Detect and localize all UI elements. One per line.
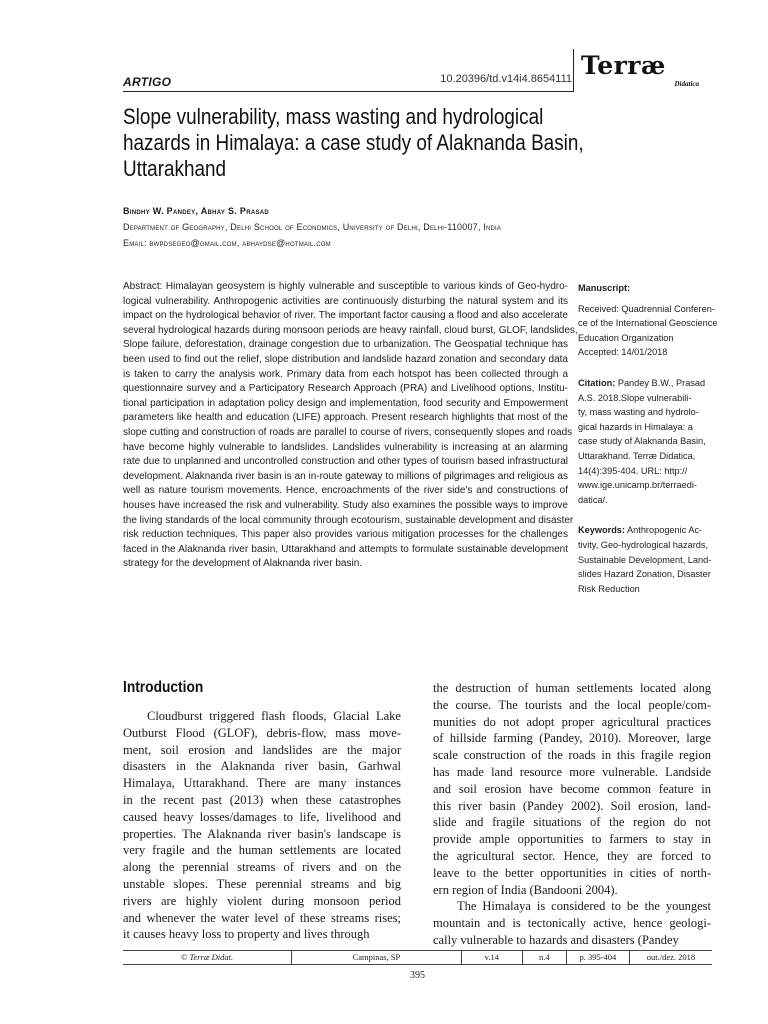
abstract-line: have become highly vulnerable to landslides. Landslides vulnerability is increasing at an alarming [123, 441, 568, 453]
abstract-line: faced in the Alaknanda river basin, Uttarakhand and attempts to formulate sustainable development [123, 543, 568, 555]
paragraph-line: mountain and is tectonically active, hence geologi- [433, 916, 711, 931]
abstract-line: Abstract: Himalayan geosystem is highly vulnerable and susceptible to various kinds of Geo-hydro- [123, 281, 568, 292]
author-emails: Email: bwpdsegeo@gmail.com, abhaydse@hotmail.com [123, 238, 331, 248]
authors: Bindhy W. Pandey, Abhay S. Prasad [123, 206, 270, 216]
citation-line: A.S. 2018.Slope vulnerabili- [578, 392, 692, 403]
manuscript-line: Accepted: 14/01/2018 [578, 347, 668, 358]
paragraph-line: munities do not adopt proper agricultural practices [433, 714, 711, 729]
title-line: Uttarakhand [123, 156, 227, 181]
abstract-line: tional participation in adaptation policy design and implementation, food security and Empowerment [123, 397, 568, 409]
abstract-line: logical vulnerability. Anthropogenic activities are continuously disturbing the natural system and its [123, 295, 568, 307]
affiliation: Department of Geography, Delhi School of Economics, University of Delhi, Delhi-110007, India [123, 222, 502, 232]
citation-text: Pandey B.W., Prasad [615, 377, 706, 388]
paragraph-line: unstable slopes. These perennial streams and big [123, 876, 401, 891]
citation-line: datica/. [578, 494, 608, 505]
keywords-heading: Keywords: [578, 525, 625, 536]
footer-volume: v.14 [461, 951, 522, 965]
journal-logo [581, 53, 713, 93]
paragraph-line: provide ample opportunities to farmers to stay in [433, 832, 711, 847]
footer-table [123, 950, 712, 965]
paragraph-line: along the perennial streams of rivers and on the [123, 860, 401, 875]
manuscript-line: ce of the International Geoscience [578, 318, 718, 329]
paragraph-line: the agricultural sector. Hence, they are forced to [433, 848, 711, 863]
citation-heading: Citation: [578, 377, 616, 388]
keywords-list [578, 538, 713, 596]
manuscript-line: Received: Quadrennial Conferen- [578, 303, 715, 314]
paragraph-line: disasters in the Alaknanda river basin, Garhwal [123, 759, 401, 774]
spacer [578, 507, 713, 523]
journal-logo-subtitle: Didatica [674, 80, 699, 88]
paragraph-line: of hillside farming (Pandey, 2010). Moreover, large [433, 731, 711, 746]
keywords-first-line [578, 523, 713, 538]
abstract-line: development. Alaknanda river basin is an in-route gateway to millions of pilgrimages and religious as [123, 470, 568, 482]
abstract-line: slope cutting and construction of roads are parallel to course of rivers, consequently slopes and roads [123, 426, 573, 438]
citation-line: Uttarakhand. Terræ Didatica, [578, 450, 696, 461]
abstract-line: is taken to carry the analysis work. Primary data from each hotspot has been collected through a [123, 368, 568, 380]
keywords-text: Anthropogenic Ac- [624, 525, 703, 536]
paragraph-line: this river basin (Pandey 2002). Soil erosion, land- [433, 798, 711, 813]
section-label: ARTIGO [123, 75, 172, 89]
abstract-line: strategy for the development of Alaknanda river basin. [123, 558, 363, 570]
paragraph-line: ern region of India (Bandooni 2004). [433, 882, 618, 897]
abstract-line: questionnaire survey and a Participatory Research Approach (PRA) and Livelihood options, Institu- [123, 383, 568, 395]
paragraph-line: Cloudburst triggered flash floods, Glacial Lake [147, 709, 401, 723]
paragraph-line: scale construction of the roads in this fragile region [433, 748, 711, 763]
title-line: Slope vulnerability, mass wasting and hydrological [123, 104, 544, 129]
footer-city: Campinas, SP [292, 951, 462, 965]
article-info-sidebar [578, 281, 718, 596]
abstract-line: rate due to unplanned and uncontrolled construction and other types of tourism based infrastructural [123, 456, 568, 468]
citation-line: ty, mass wasting and hydrolo- [578, 407, 699, 418]
paragraph-line: cally vulnerable to hazards and disasters (Pandey [433, 932, 679, 947]
keywords-line: Risk Reduction [578, 583, 640, 594]
paragraph-line: very fragile and the human settlements are located [123, 843, 401, 858]
paragraph-line: slide and fragile situations of the region do not [433, 815, 711, 830]
citation-line: case study of Alaknanda Basin, [578, 436, 706, 447]
footer-date: out./dez. 2018 [629, 951, 712, 965]
paragraph-line: Himalaya, Uttarakhand. There are many instances [123, 776, 401, 791]
abstract-line: parameters like health and education (LIFE) approach. Present research highlights that most of the [123, 412, 568, 424]
paragraph-line: has made land resource more vulnerable. Landside [433, 764, 711, 779]
introduction-heading: Introduction [123, 679, 204, 696]
manuscript-heading: Manuscript: [578, 283, 631, 293]
paragraph-line: it causes heavy loss to property and lives through [123, 927, 370, 942]
header-rule [123, 91, 574, 92]
keywords-line: tivity, Geo-hydrological hazards, [578, 539, 709, 550]
paragraph-line: in the recent past (2013) when these catastrophes [123, 792, 401, 807]
abstract-line: houses have increased the risk and vulnerability. Study also examines the possible ways to improve [123, 499, 568, 511]
spacer [578, 360, 713, 376]
page-number: 395 [410, 970, 425, 981]
paragraph-line: properties. The Alaknanda river basin's landscape is [123, 826, 401, 841]
citation-line: gical hazards in Himalaya: a [578, 421, 693, 432]
abstract-line: well as nature tourism movements. Hence, encroachments of the river side's and constructions of [123, 485, 568, 497]
paragraph-line: Outburst Flood (GLOF), debris-flow, mass move- [123, 725, 401, 740]
footer-issue: n.4 [522, 951, 566, 965]
abstract [123, 280, 578, 572]
journal-logo-word: Terræ [581, 51, 666, 80]
paragraph-line: ment, soil erosion and landslides are the major [123, 742, 401, 757]
introduction-right-column [433, 680, 711, 949]
title-line: hazards in Himalaya: a case study of Alaknanda Basin, [123, 130, 584, 155]
header-vertical-rule [573, 49, 574, 92]
doi-link[interactable]: 10.20396/td.v14i4.8654111 [440, 73, 572, 85]
paragraph-line: leave to the better opportunities in cities of north- [433, 865, 711, 880]
introduction-left-column [123, 708, 401, 943]
citation-first-line [578, 376, 713, 391]
abstract-line: the living standards of the local community through ecotourism, sustainable development and disaster [123, 514, 574, 526]
paragraph-line: caused heavy losses/damages to life, livelihood and [123, 809, 401, 824]
abstract-line: impact on the hydrological behavior of river. The important factor causing a flood and also accelerate [123, 310, 568, 322]
keywords-line: Sustainable Development, Land- [578, 554, 712, 565]
paragraph-line: and whenever the water level of these streams rises; [123, 910, 401, 925]
abstract-line: several hydrological hazards during monsoon periods are heavy rainfall, cloud burst, GLOF, landslides, [123, 324, 578, 336]
citation-line: www.ige.unicamp.br/terraedi- [578, 480, 697, 491]
manuscript-details [578, 302, 718, 360]
abstract-line: been used to find out the relief, slope distribution and landslide hazard zonation and secondary data [123, 353, 568, 365]
footer-copyright: © Terræ Didat. [123, 951, 292, 965]
citation-line: 14(4):395-404. URL: http:// [578, 465, 688, 476]
keywords-line: slides Hazard Zonation, Disaster [578, 569, 711, 580]
abstract-line: risk reduction techniques. This paper also provides various mitigation processes for the challenges [123, 529, 568, 541]
paragraph-line: the destruction of human settlements located along [433, 681, 711, 695]
paragraph-line: and soil erosion have become common feature in [433, 781, 711, 796]
paragraph-line: the course. The tourists and the local people/com- [433, 697, 711, 712]
paragraph-line: The Himalaya is considered to be the youngest [457, 899, 711, 914]
footer-pages: p. 395-404 [566, 951, 629, 965]
citation-details [578, 391, 713, 508]
article-title [123, 104, 663, 182]
paragraph-line: rivers are highly violent during monsoon period [123, 893, 401, 908]
manuscript-line: Education Organization [578, 332, 674, 343]
abstract-line: Slope failure, deforestation, drainage congestion due to urbanization. The Geospatial technique has [123, 339, 568, 351]
